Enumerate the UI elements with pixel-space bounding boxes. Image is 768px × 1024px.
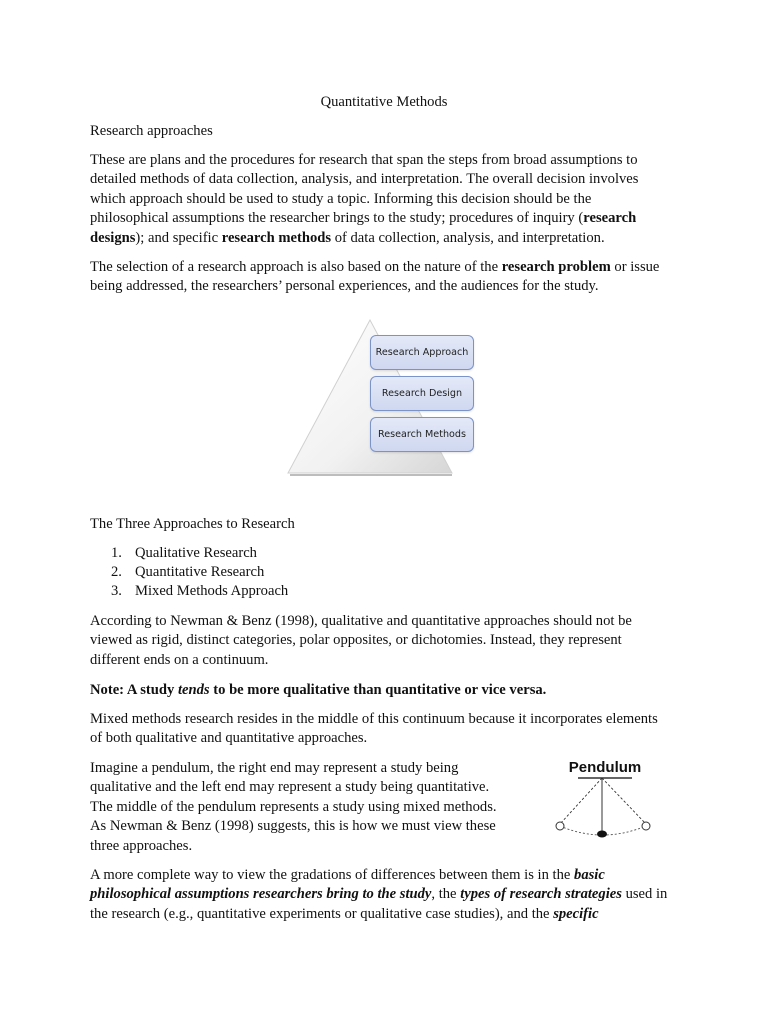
list-number: 3. [111, 583, 122, 599]
paragraph-mixed-methods: Mixed methods research resides in the middle of this continuum because it incorporates elements of both qualitative and quantitative approaches. [90, 711, 658, 747]
bold-term: research problem [501, 259, 611, 275]
document-title: Quantitative Methods [320, 94, 448, 110]
note-text: to be more qualitative than quantitative or vice versa. [209, 682, 547, 698]
paragraph-pendulum: Imagine a pendulum, the right end may represent a study being qualitative and the left end may represent a study being quantitative. The middle of the pendulum represents a study using mixed methods. As Newman & Benz (1998) suggests, this is how we must view these three approaches. [90, 760, 497, 854]
section-heading: Research approaches [90, 123, 213, 139]
text-run: ); and specific [135, 229, 222, 246]
text-run: These are plans and the procedures for research that span the steps from broad assumptions to detailed methods of data collection, analysis, and interpretation. The overall decision involves which approach should be used to study a topic. Informing this decision should be the philosophical assumptions the researcher brings to the study; procedures of inquiry ( [90, 152, 639, 227]
text-run: or issue being addressed, the researchers’ personal experiences, and the audiences for the study. [90, 259, 660, 295]
paragraph-newman-benz: According to Newman & Benz (1998), qualitative and quantitative approaches should not be viewed as rigid, distinct categories, polar opposites, or dichotomies. Instead, they represent different ends on a continuum. [90, 613, 632, 668]
bold-italic-term: basic philosophical assumptions researchers bring to the study [90, 867, 605, 903]
text-run: used in the research (e.g., quantitative experiments or qualitative case studies), and the [90, 886, 668, 922]
note-paragraph [90, 681, 670, 700]
pendulum-figure [540, 758, 670, 842]
list-item [111, 563, 288, 582]
list-item [111, 582, 288, 601]
list-number: 2. [111, 564, 122, 580]
paragraph-selection [90, 258, 670, 297]
text-run: The selection of a research approach is also based on the nature of the [90, 259, 502, 275]
text-run: A more complete way to view the gradations of differences between them is in the [90, 867, 575, 883]
list-item [111, 544, 288, 563]
three-approaches-heading: The Three Approaches to Research [90, 516, 295, 532]
pendulum-drawing [540, 758, 670, 842]
paragraph-research-approaches [90, 151, 670, 248]
note-text: Note: A study [90, 682, 178, 698]
note-emphasis: tends [177, 682, 210, 698]
list-label: Quantitative Research [135, 564, 265, 580]
bold-term: research designs [90, 210, 637, 246]
diagram-box-research-design: Research Design [370, 376, 474, 411]
pendulum-title: Pendulum [568, 759, 642, 776]
approaches-list [111, 544, 288, 601]
text-run: , the [431, 886, 461, 903]
bold-term: research methods [221, 229, 332, 246]
bold-italic-term: specific [553, 905, 599, 922]
list-label: Mixed Methods Approach [135, 583, 289, 599]
paragraph-gradations [90, 866, 670, 924]
list-label: Qualitative Research [135, 545, 257, 561]
diagram-box-research-approach: Research Approach [370, 335, 474, 370]
text-run: of data collection, analysis, and interpretation. [331, 229, 605, 246]
list-number: 1. [111, 545, 122, 561]
diagram-box-research-methods: Research Methods [370, 417, 474, 452]
research-pyramid-diagram [284, 318, 484, 483]
bold-italic-term: types of research strategies [460, 886, 622, 903]
